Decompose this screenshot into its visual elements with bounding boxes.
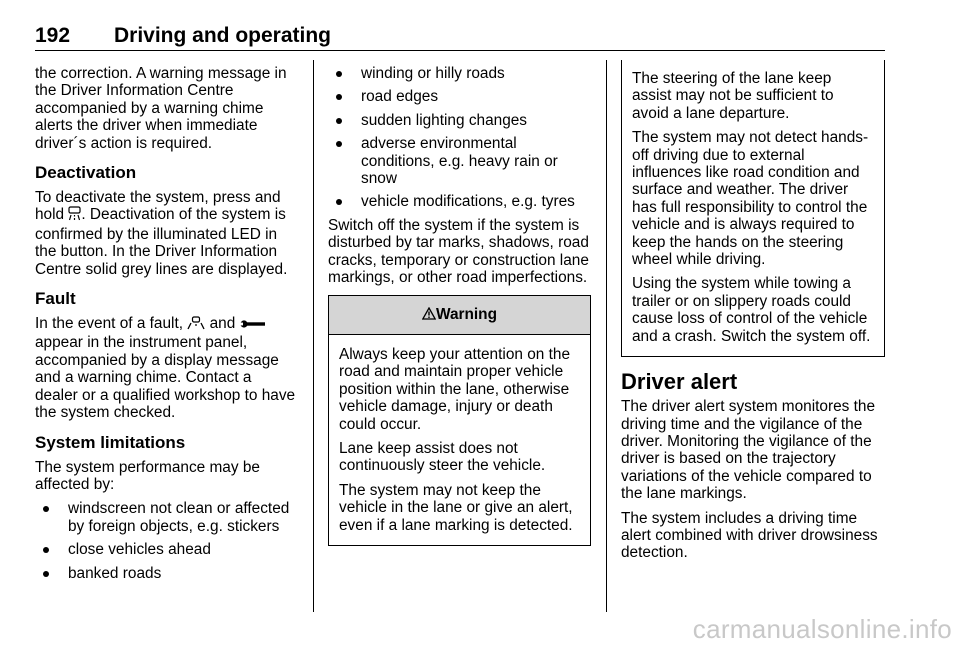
wrench-icon (240, 317, 266, 334)
warning-box (328, 295, 591, 545)
column-divider-1 (313, 60, 314, 612)
column-divider-2 (606, 60, 607, 612)
page-header (35, 24, 885, 51)
warning-paragraph: Using the system while towing a trailer or on slippery roads could cause loss of control of the vehicle and a crash. Switch the system off. (632, 275, 871, 345)
driver-alert-paragraph: The system includes a driving time alert combined with driver drowsiness detection. (621, 509, 878, 562)
list-item: road edges (328, 88, 591, 105)
list-item: close vehicles ahead (35, 541, 298, 558)
lane-keep-button-icon (68, 206, 81, 225)
list-item: banked roads (35, 565, 298, 582)
warning-paragraph: Lane keep assist does not continuously steer the vehicle. (339, 439, 546, 475)
list-item: adverse environmental conditions, e.g. heavy rain or snow (328, 135, 591, 187)
column-1 (35, 65, 298, 588)
page-number: 192 (35, 24, 71, 47)
deactivation-heading: Deactivation (35, 163, 137, 183)
limitations-list-2 (328, 65, 591, 211)
driver-alert-heading: Driver alert (621, 369, 738, 395)
warning-paragraph: The system may not keep the vehicle in the lane or give an alert, even if a lane marking is detected. (339, 481, 573, 534)
warning-box-continued (621, 60, 885, 357)
system-limitations-heading: System limitations (35, 432, 186, 452)
column-2 (328, 65, 591, 546)
warning-body (329, 335, 590, 545)
column-3 (621, 65, 885, 569)
limitations-list-1 (35, 500, 298, 582)
driver-alert-paragraph: The driver alert system monitores the driving time and the vigilance of the driver. Monitoring the vigilance of the driver is based on the trajectory variations of the vehicle compared to the lane markings. (621, 398, 876, 503)
intro-paragraph: the correction. A warning message in the Driver Information Centre accompanied by a warning chime alerts the driver when immediate driver´s action is required. (35, 65, 287, 152)
list-item: winding or hilly roads (328, 65, 591, 82)
warning-paragraph: The system may not detect hands-off driving due to external influences like road condition and surface and weather. The driver has full responsibility to control the vehicle and is always required to keep the hands on the steering wheel while driving. (632, 129, 869, 269)
fault-paragraph: In the event of a fault, and appear in the instrument panel, accompanied by a display message and a warning chime. Contact a dealer or a qualified workshop to have the system checked. (35, 315, 296, 422)
system-limitations-intro: The system performance may be affected by: (35, 458, 260, 493)
list-item: windscreen not clean or affected by foreign objects, e.g. stickers (35, 500, 298, 535)
warning-header (329, 296, 590, 334)
warning-paragraph: Always keep your attention on the road and maintain proper vehicle position within the lane, otherwise vehicle damage, injury or death could occur. (339, 345, 571, 433)
lane-departure-icon (187, 316, 205, 334)
chapter-title: Driving and operating (114, 24, 332, 47)
fault-heading: Fault (35, 289, 76, 309)
watermark-url: carmanualsonline.info (692, 614, 952, 644)
warning-triangle-icon (422, 307, 436, 324)
list-item: vehicle modifications, e.g. tyres (328, 193, 591, 210)
warning-title: Warning (436, 306, 497, 324)
warning-paragraph: The steering of the lane keep assist may not be sufficient to avoid a lane departure. (632, 70, 834, 122)
switch-off-paragraph: Switch off the system if the system is disturbed by tar marks, shadows, road cracks, temporary or construction lane markings, or other road imperfections. (328, 216, 589, 287)
list-item: sudden lighting changes (328, 112, 591, 129)
deactivation-paragraph: To deactivate the system, press and hold . Deactivation of the system is confirmed by the illuminated LED in the button. In the Driver Information Centre solid grey lines are displayed. (35, 189, 288, 278)
